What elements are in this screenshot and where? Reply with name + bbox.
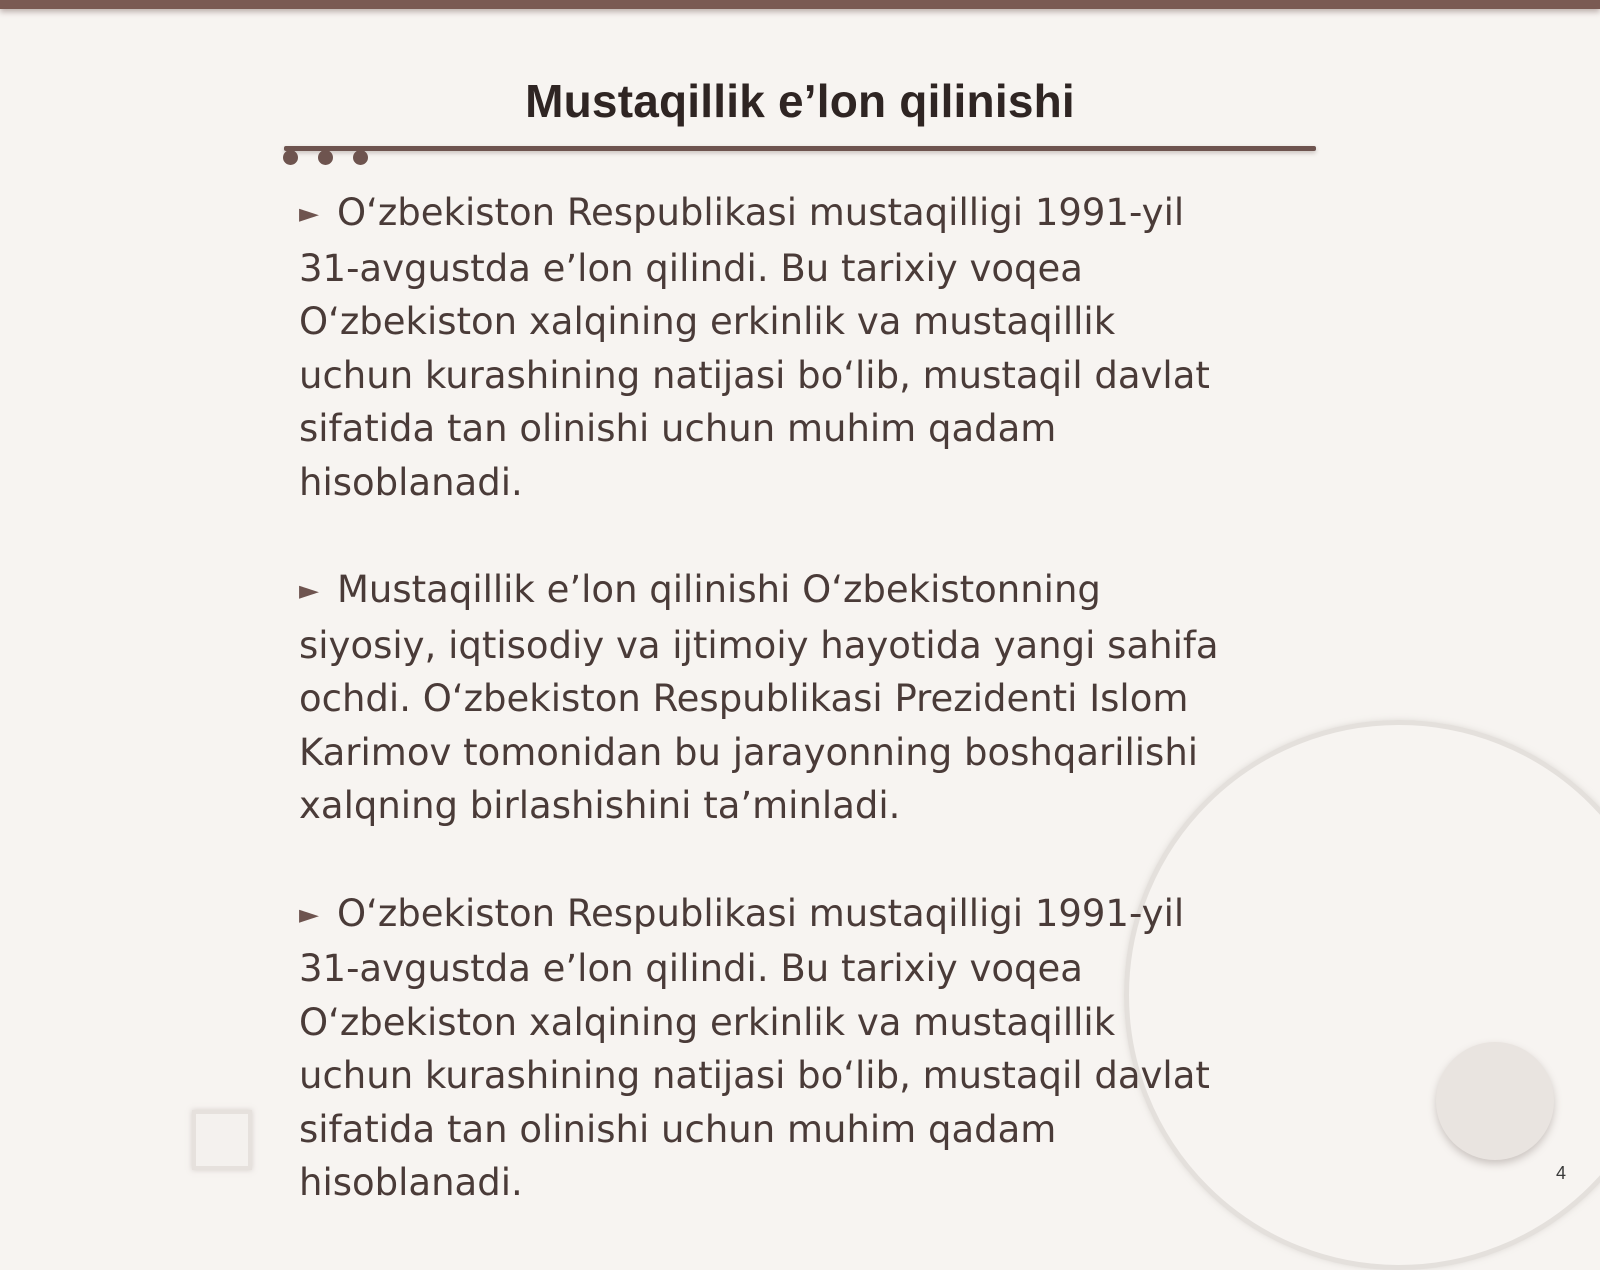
bullet-item bbox=[299, 887, 1239, 1210]
triangle-bullet-icon: ► bbox=[299, 899, 319, 930]
triangle-bullet-icon: ► bbox=[299, 576, 319, 606]
decorative-circle-filled bbox=[1436, 1042, 1554, 1160]
bullet-text: O‘zbekiston Respublikasi mustaqilligi 1991-yil 31-avgustda e’lon qilindi. Bu tarixiy voqea O‘zbekiston xalqining erkinlik va mustaqillik uchun kurashining natijasi bo‘lib, mustaqil davlat sifatida tan olinishi uchun muhim qadam hisoblanadi. bbox=[299, 891, 1210, 1204]
bullet-text: Mustaqillik e’lon qilinishi O‘zbekistonning siyosiy, iqtisodiy va ijtimoiy hayotida yangi sahifa ochdi. O‘zbekiston Respublikasi Prezidenti Islom Karimov tomonidan bu jarayonning boshqarilishi xalqning birlashishini ta’minladi. bbox=[299, 568, 1219, 827]
page-number: 4 bbox=[1555, 1163, 1566, 1183]
decorative-dot bbox=[318, 150, 333, 165]
decorative-dot bbox=[283, 150, 298, 165]
top-accent-bar bbox=[0, 0, 1600, 9]
bullet-text: O‘zbekiston Respublikasi mustaqilligi 1991-yil 31-avgustda e’lon qilindi. Bu tarixiy voqea O‘zbekiston xalqining erkinlik va mustaqillik uchun kurashining natijasi bo‘lib, mustaqil davlat sifatida tan olinishi uchun muhim qadam hisoblanadi. bbox=[299, 191, 1210, 504]
decorative-dot bbox=[353, 150, 368, 165]
slide-body bbox=[299, 186, 1239, 1264]
triangle-bullet-icon: ► bbox=[299, 199, 319, 229]
bullet-item bbox=[299, 186, 1239, 509]
slide-title: Mustaqillik e’lon qilinishi bbox=[525, 75, 1075, 127]
bullet-item bbox=[299, 563, 1239, 833]
title-underline bbox=[284, 146, 1316, 151]
decorative-square bbox=[192, 1110, 252, 1170]
